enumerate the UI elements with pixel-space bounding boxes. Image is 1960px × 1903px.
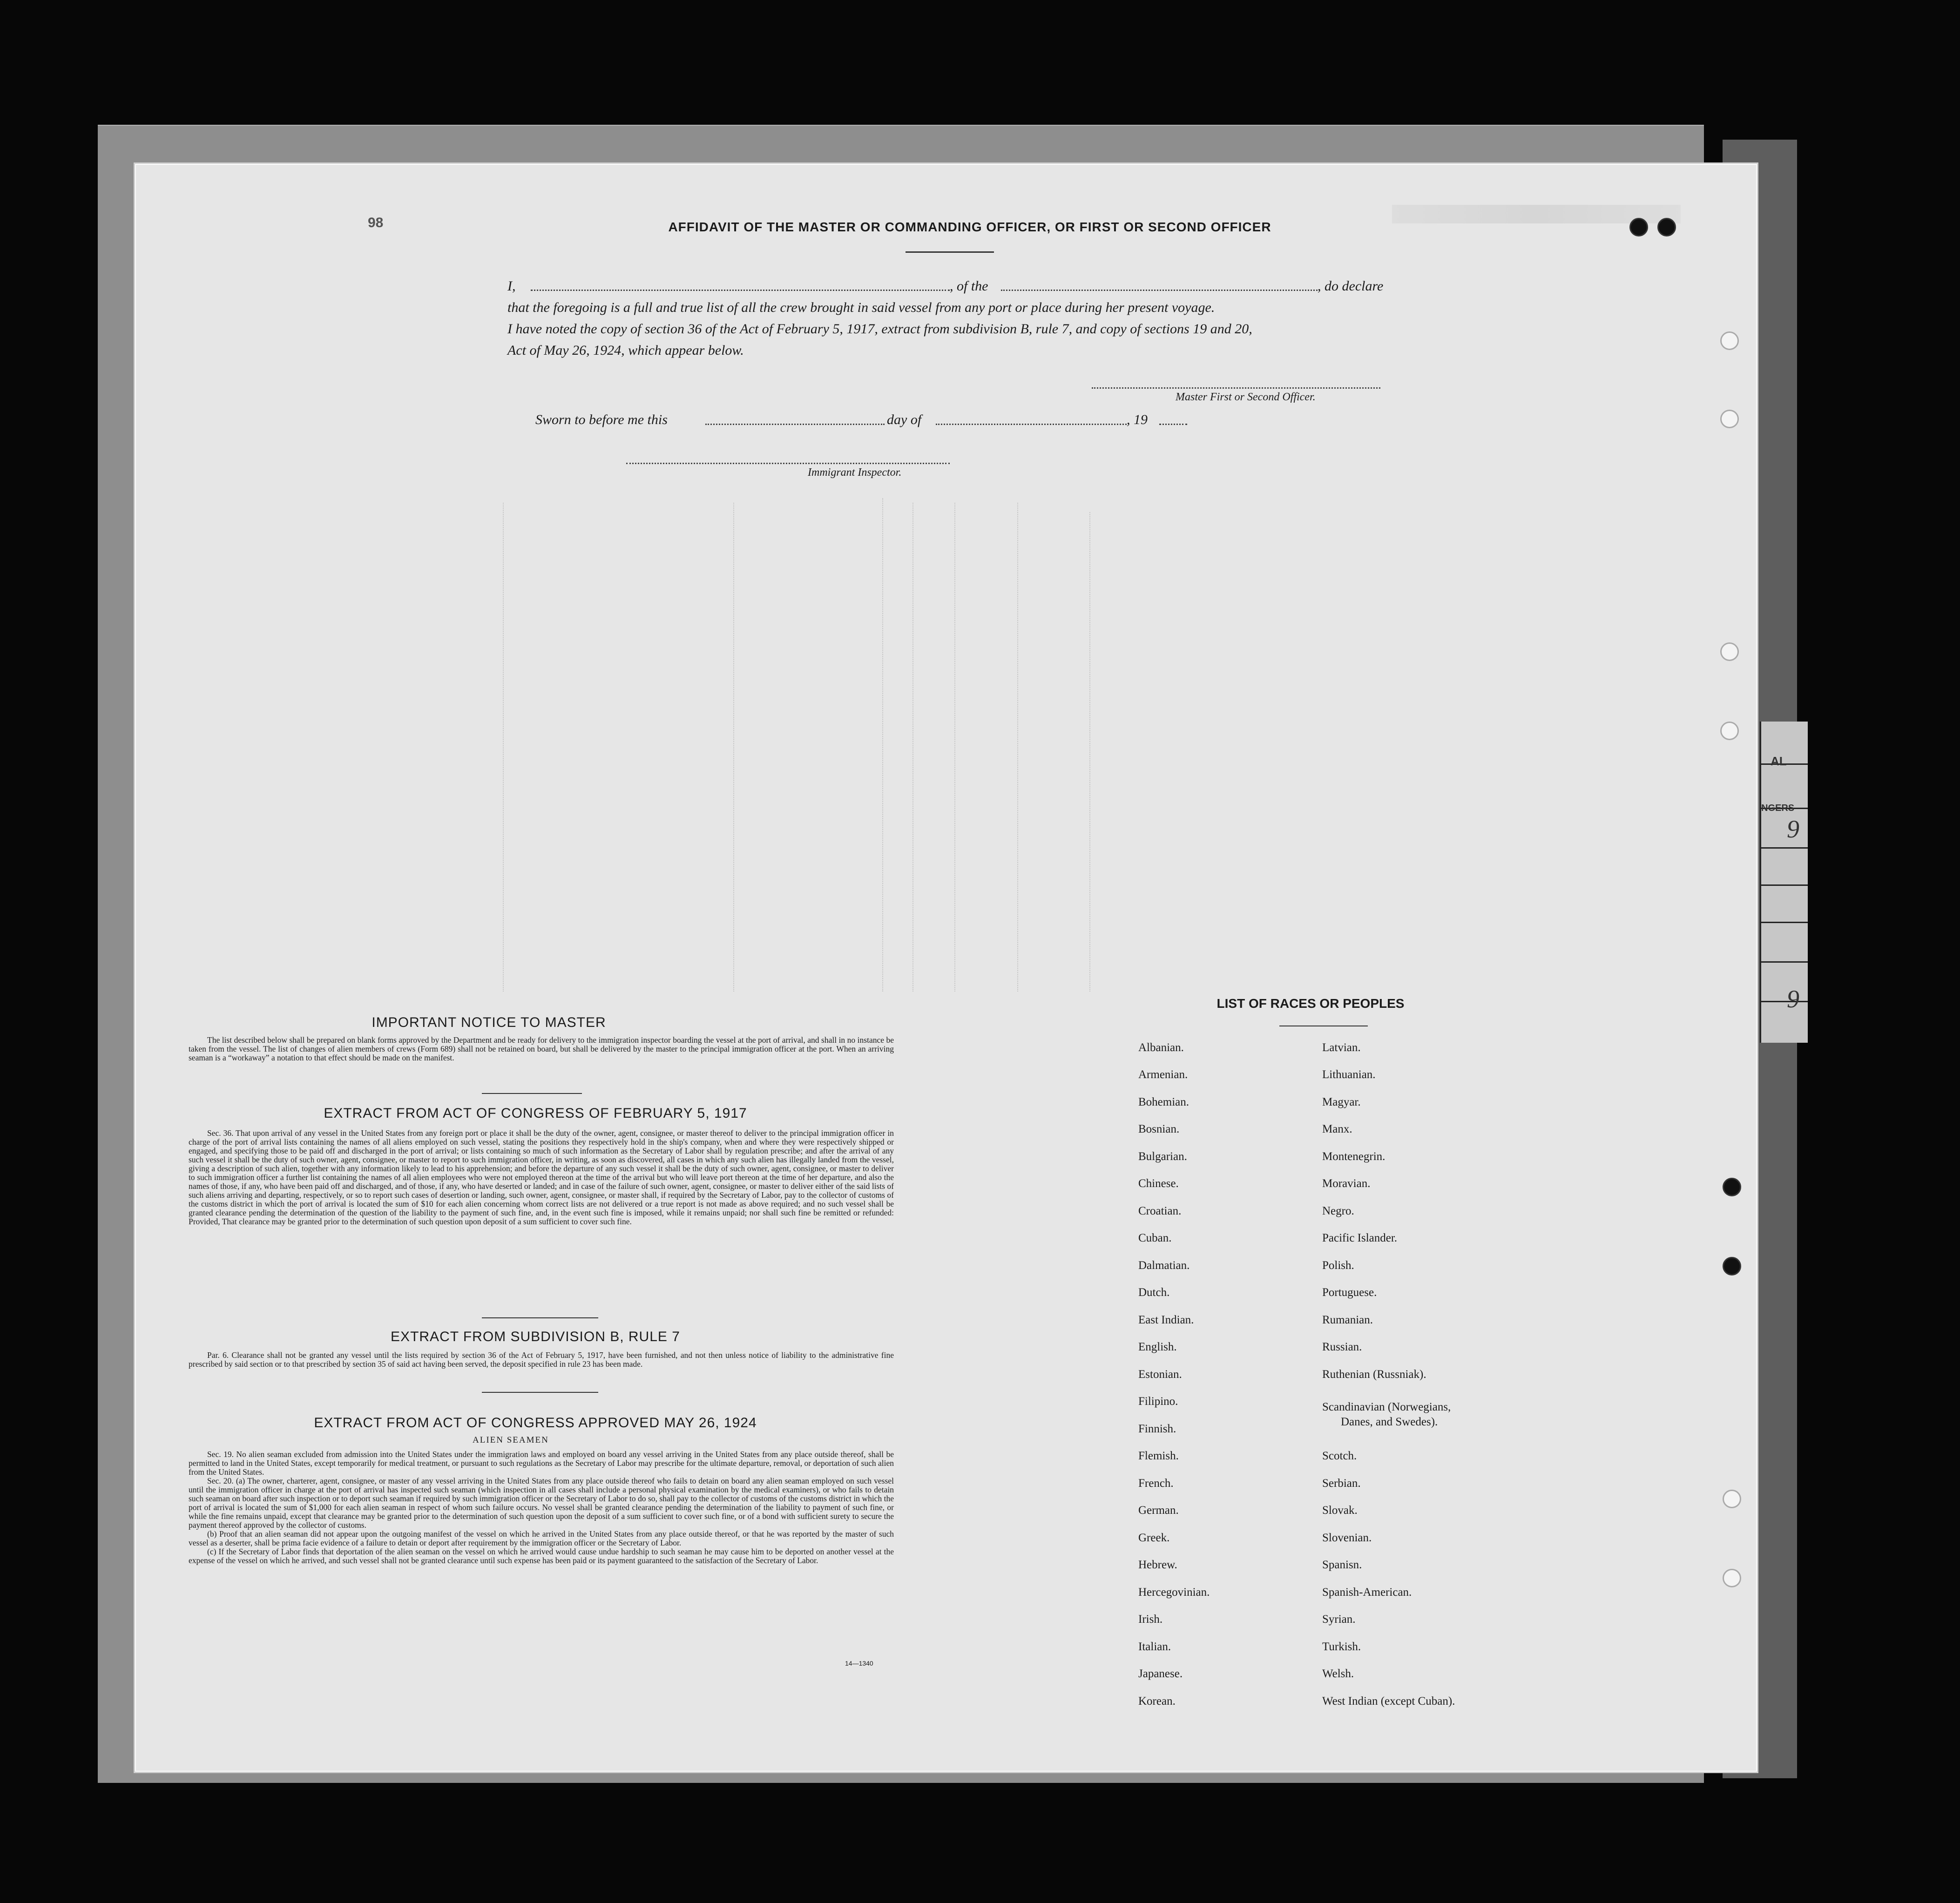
declaration-line: I have noted the copy of section 36 of the Act of February 5, 1917, extract from subdivision B, rule 7, and copy of sections 19 and 20,: [507, 321, 1252, 337]
inspector-label: Immigrant Inspector.: [808, 466, 902, 479]
race-item: Spanish-American.: [1322, 1586, 1412, 1599]
race-item: Serbian.: [1322, 1477, 1361, 1490]
punch-hole: [1657, 218, 1676, 236]
extract-rule7-text: [189, 1351, 894, 1369]
side-tab-value: 9: [1787, 985, 1799, 1013]
side-tab: [1760, 722, 1808, 1043]
race-item: Slovenian.: [1322, 1532, 1372, 1544]
punch-hole: [1723, 1569, 1741, 1587]
declaration-of-the: , of the: [950, 278, 988, 294]
day-blank: [705, 424, 885, 425]
notice-paragraph: The list described below shall be prepared on blank forms approved by the Department and be ready for delivery to the immigration inspector boarding the vessel at the port of arrival, and shall in no instance be taken from the vessel. The list of changes of alien members of crews (Form 689) shall not be retained on board, but shall be delivered by the master to the principal immigration officer at the port. When an arriving seaman is a “workaway” a notation to that effect should be made on the manifest.: [189, 1035, 894, 1062]
column-guide: [1017, 503, 1018, 992]
race-item: Moravian.: [1322, 1177, 1371, 1190]
race-item: Irish.: [1138, 1613, 1163, 1626]
extract-1917-paragraph: Sec. 36. That upon arrival of any vessel in the United States from any foreign port or place it shall be the duty of the owner, agent, consignee, or master thereof to deliver to the principal immigration officer in charge of the port of arrival lists containing the names of all aliens employed on such vessel, stating the positions they respectively hold in the ship's company, when and where they were respectively shipped or engaged, and specifying those to be paid off and discharged in the port of arrival; or lists containing so much of such information as the Secretary of Labor shall by regulation prescribe; and after the arrival of any such vessel it shall be the duty of such owner, agent, consignee, or master to report to such immigration officer, in writing, as soon as discovered, all cases in which any such alien has illegally landed from the vessel, giving a description of such alien, together with any information likely to lead to his apprehension; and before the departure of any such vessel it shall be the duty of such owner, agent, consignee, or master to deliver to such immigration officer a further list containing the names of all alien employees who were not employed thereon at the time of the arrival but who will leave port thereon at the time of her departure, and also the names of those, if any, who have been paid off and discharged, and of those, if any, who have deserted or landed; and in case of the failure of such owner, agent, consignee, or master to deliver either of the said lists of such aliens arriving and departing, respectively, or so to report such cases of desertion or landing, such owner, agent, consignee, or master shall, if required by the Secretary of Labor, pay to the collector of customs of the customs district in which the port of arrival is located the sum of $10 for each alien concerning whom correct lists are not delivered or a true report is not made as above required; and no such vessel shall be granted clearance pending the determination of the question of the liability to the payment of such fine, and, in the event such fine is imposed, while it remains unpaid; nor shall such fine be remitted or refunded: Provided, That clearance may be granted prior to the determination of such question upon deposit of a sum sufficient to cover such fine.: [189, 1128, 894, 1226]
race-item: Negro.: [1322, 1205, 1354, 1217]
sec20a-paragraph: Sec. 20. (a) The owner, charterer, agent, consignee, or master of any vessel arriving in the United States from any place outside thereof who fails to detain on board any alien seaman employed on such vessel until the immigration officer in charge at the port of arrival has inspected such seaman (which inspection in all cases shall include a personal physical examination by the medical examiners), or who fails to detain such seaman on board after such inspection or to deport such seaman if required by such immigration officer or the Secretary of Labor to do so, shall pay to the collector of customs of the customs district in which the port of arrival is located the sum of $1,000 for each alien seaman in respect of whom such failure occurs. No vessel shall be granted clearance pending the determination of the liability to payment of such fine, or while the fine remains unpaid, except that clearance may be granted prior to the determination of such question upon the deposit of a sum sufficient to cover such fine, or of a bond with sufficient surety to secure the payment thereof approved by the collector of customs.: [189, 1476, 894, 1530]
declaration-line: Act of May 26, 1924, which appear below.: [507, 343, 744, 358]
race-item: Portuguese.: [1322, 1286, 1377, 1299]
column-guide: [912, 503, 913, 992]
column-guide: [882, 498, 883, 992]
day-of-label: day of: [887, 412, 922, 427]
column-guide: [733, 503, 734, 992]
sec19-paragraph: Sec. 19. No alien seaman excluded from admission into the United States under the immigration laws and employed on board any vessel arriving in the United States from any place outside thereof, shall be permitted to land in the United States, except temporarily for medical treatment, or pursuant to such regulations as the Secretary of Labor may prescribe for the ultimate departure, removal, or deportation of such alien from the United States.: [189, 1450, 894, 1477]
corner-mark: 98: [368, 215, 384, 230]
race-item: Greek.: [1138, 1532, 1170, 1544]
race-item: Montenegrin.: [1322, 1150, 1386, 1163]
race-item: Japanese.: [1138, 1667, 1183, 1680]
side-tab-text: NGERS: [1761, 803, 1795, 813]
declaration-i: I,: [507, 278, 516, 294]
races-title: LIST OF RACES OR PEOPLES: [1217, 996, 1405, 1011]
race-item: Turkish.: [1322, 1640, 1361, 1653]
punch-hole: [1720, 722, 1739, 740]
race-item: French.: [1138, 1477, 1174, 1490]
sworn-label: Sworn to before me this: [535, 412, 668, 427]
extract-rule7-paragraph: Par. 6. Clearance shall not be granted any vessel until the lists required by section 36 of the Act of February 5, 1917, have been furnished, and not then unless notice of liability to the administrative fine prescribed by said section or to that prescribed by section 35 of said act having been served, the deposit specified in rule 23 has been made.: [189, 1350, 894, 1369]
race-item: Ruthenian (Russniak).: [1322, 1368, 1426, 1381]
race-item: Cuban.: [1138, 1232, 1172, 1244]
race-item: Italian.: [1138, 1640, 1171, 1653]
side-tab-text: AL: [1771, 754, 1787, 768]
race-item: Albanian.: [1138, 1041, 1184, 1054]
race-item: Rumanian.: [1322, 1314, 1373, 1326]
form-number: 14—1340: [845, 1660, 873, 1667]
race-item: Pacific Islander.: [1322, 1232, 1398, 1244]
extract-1924-title: EXTRACT FROM ACT OF CONGRESS APPROVED MAY 26, 1924: [314, 1415, 757, 1431]
race-item: Welsh.: [1322, 1667, 1354, 1680]
race-item: Scandinavian (Norwegians,: [1322, 1401, 1451, 1413]
punch-hole: [1720, 642, 1739, 661]
race-item: Scotch.: [1322, 1450, 1357, 1462]
race-item: Dalmatian.: [1138, 1259, 1190, 1272]
punch-hole: [1629, 218, 1648, 236]
section-divider: [482, 1317, 598, 1318]
year-blank: [1159, 424, 1187, 425]
race-item: Croatian.: [1138, 1205, 1182, 1217]
punch-hole: [1723, 1257, 1741, 1275]
declaration-do-declare: , do declare: [1318, 278, 1384, 294]
race-item: Korean.: [1138, 1695, 1176, 1707]
race-item: Bohemian.: [1138, 1096, 1190, 1108]
section-divider: [482, 1392, 598, 1393]
column-guide: [1089, 512, 1090, 992]
column-guide: [954, 503, 955, 992]
race-item: Estonian.: [1138, 1368, 1182, 1381]
punch-hole: [1720, 410, 1739, 428]
alien-seamen-subtitle: ALIEN SEAMEN: [473, 1435, 549, 1445]
month-blank: [936, 424, 1127, 425]
punch-hole: [1723, 1490, 1741, 1508]
race-item: Armenian.: [1138, 1068, 1188, 1081]
vessel-blank: [1001, 290, 1318, 291]
extract-1924-text: [189, 1450, 894, 1565]
master-signature-line: [1092, 387, 1380, 389]
race-item: Lithuanian.: [1322, 1068, 1376, 1081]
extract-rule7-title: EXTRACT FROM SUBDIVISION B, RULE 7: [391, 1329, 680, 1344]
section-divider: [482, 1093, 582, 1094]
declaration-line: that the foregoing is a full and true list of all the crew brought in said vessel from any port or place during her present voyage.: [507, 300, 1215, 315]
race-item: Spanisn.: [1322, 1559, 1362, 1571]
race-item: West Indian (except Cuban).: [1322, 1695, 1455, 1707]
title-divider: [906, 251, 994, 253]
race-item: Syrian.: [1322, 1613, 1356, 1626]
race-item: Finnish.: [1138, 1423, 1176, 1435]
race-item: Hebrew.: [1138, 1559, 1177, 1571]
race-item: Russian.: [1322, 1341, 1362, 1353]
race-item: Polish.: [1322, 1259, 1354, 1272]
race-item: Flemish.: [1138, 1450, 1179, 1462]
master-signature-label: Master First or Second Officer.: [1176, 391, 1316, 403]
column-guide: [503, 503, 504, 992]
race-item: English.: [1138, 1341, 1177, 1353]
notice-title: IMPORTANT NOTICE TO MASTER: [372, 1015, 606, 1030]
race-item: Magyar.: [1322, 1096, 1361, 1108]
race-item: Danes, and Swedes).: [1341, 1416, 1438, 1428]
race-item: Dutch.: [1138, 1286, 1170, 1299]
side-tab-value: 9: [1787, 815, 1799, 843]
race-item: Chinese.: [1138, 1177, 1179, 1190]
race-item: German.: [1138, 1504, 1179, 1517]
race-item: Filipino.: [1138, 1395, 1178, 1408]
race-item: Bulgarian.: [1138, 1150, 1187, 1163]
race-item: East Indian.: [1138, 1314, 1194, 1326]
punch-hole: [1723, 1178, 1741, 1196]
extract-1917-title: EXTRACT FROM ACT OF CONGRESS OF FEBRUARY 5, 1917: [324, 1106, 747, 1121]
name-blank: [531, 290, 950, 291]
inspector-signature-line: [626, 463, 950, 464]
sec20b-paragraph: (b) Proof that an alien seaman did not appear upon the outgoing manifest of the vessel on which he arrived in the United States from any place outside thereof, or that he was reported by the master of such vessel as a deserter, shall be prima facie evidence of a failure to detain or deport after requirement by the immigration officer or the Secretary of Labor.: [189, 1529, 894, 1547]
notice-text: [189, 1036, 894, 1062]
race-item: Bosnian.: [1138, 1123, 1180, 1135]
race-item: Hercegovinian.: [1138, 1586, 1210, 1599]
race-item: Latvian.: [1322, 1041, 1361, 1054]
page-title: AFFIDAVIT OF THE MASTER OR COMMANDING OFFICER, OR FIRST OR SECOND OFFICER: [668, 220, 1271, 234]
sec20c-paragraph: (c) If the Secretary of Labor finds that deportation of the alien seaman on the vessel on which he arrived would cause undue hardship to such seaman he may cause him to be deported on another vessel at the expense of the vessel on which he arrived, and such vessel shall not be granted clearance until such expense has been paid or its payment guaranteed to the satisfaction of the Secretary of Labor.: [189, 1547, 894, 1565]
race-item: Manx.: [1322, 1123, 1352, 1135]
punch-hole: [1720, 331, 1739, 350]
race-item: Slovak.: [1322, 1504, 1358, 1517]
year-prefix: , 19: [1127, 412, 1148, 427]
extract-1917-text: [189, 1129, 894, 1226]
